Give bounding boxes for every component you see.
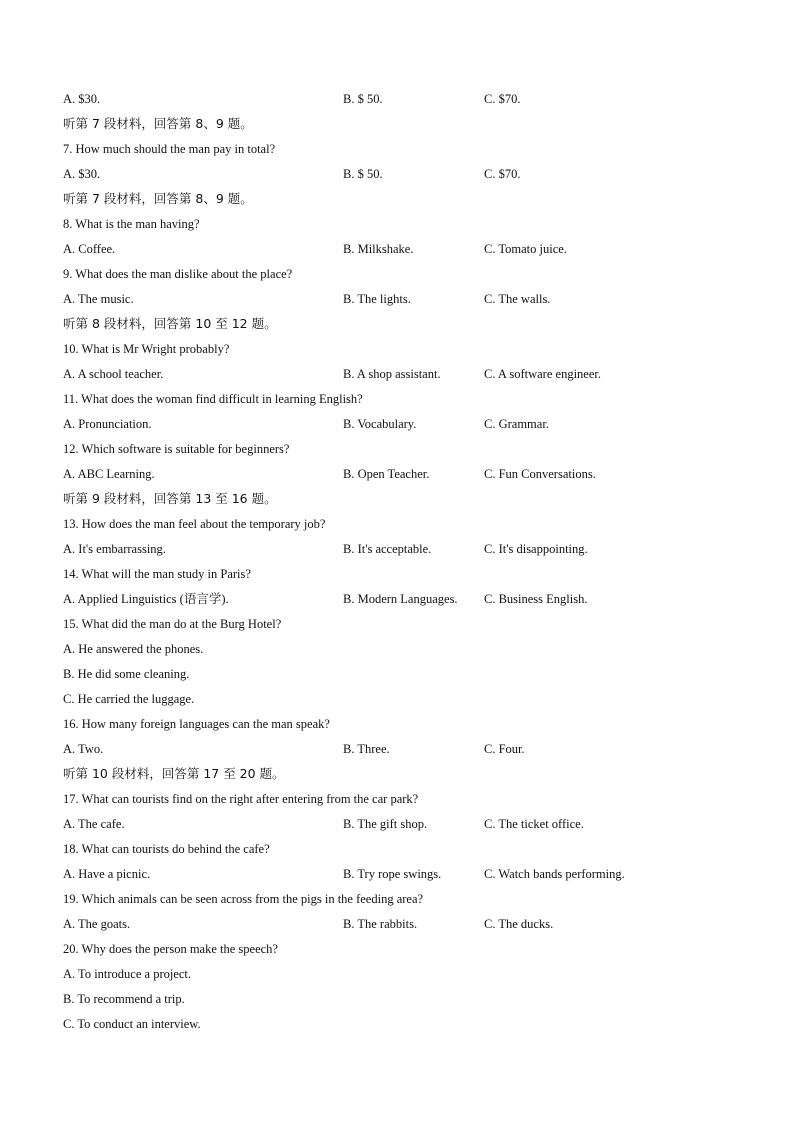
option-b: B. Try rope swings.	[343, 867, 442, 881]
option-a: A. ABC Learning.	[63, 467, 155, 481]
options-row	[63, 539, 743, 564]
question-text: 17. What can tourists find on the right after entering from the car park?	[63, 792, 419, 806]
option-c: C. $70.	[484, 167, 521, 181]
section-instruction: 听第 7 段材料，回答第 8、9 题。	[63, 116, 253, 131]
option-c: C. The walls.	[484, 292, 551, 306]
section-instruction: 听第 9 段材料，回答第 13 至 16 题。	[63, 491, 277, 506]
section-instruction: 听第 8 段材料，回答第 10 至 12 题。	[63, 316, 277, 331]
option-b: B. Milkshake.	[343, 242, 414, 256]
options-row	[63, 289, 743, 314]
option-line: A. To introduce a project.	[63, 967, 192, 981]
exam-page	[63, 89, 743, 1039]
question-text: 20. Why does the person make the speech?	[63, 942, 278, 956]
options-row	[63, 814, 743, 839]
option-c: C. Tomato juice.	[484, 242, 567, 256]
options-row	[63, 364, 743, 389]
options-row	[63, 239, 743, 264]
option-a: A. Two.	[63, 742, 104, 756]
option-a: A. Coffee.	[63, 242, 116, 256]
option-c: C. The ticket office.	[484, 817, 584, 831]
option-b: B. The lights.	[343, 292, 411, 306]
question-text: 13. How does the man feel about the temporary job?	[63, 517, 326, 531]
option-b: B. The rabbits.	[343, 917, 418, 931]
option-c: C. Watch bands performing.	[484, 867, 625, 881]
option-c: C. Business English.	[484, 592, 588, 606]
option-c: C. $70.	[484, 92, 521, 106]
option-line: C. He carried the luggage.	[63, 692, 195, 706]
option-c: C. Four.	[484, 742, 525, 756]
option-c: C. A software engineer.	[484, 367, 601, 381]
option-line: C. To conduct an interview.	[63, 1017, 201, 1031]
question-text: 18. What can tourists do behind the cafe?	[63, 842, 270, 856]
question-text: 7. How much should the man pay in total?	[63, 142, 276, 156]
option-b: B. $ 50.	[343, 92, 383, 106]
option-b: B. Modern Languages.	[343, 592, 458, 606]
option-c: C. The ducks.	[484, 917, 554, 931]
options-row	[63, 89, 743, 114]
question-text: 12. Which software is suitable for beginners?	[63, 442, 290, 456]
option-c: C. Fun Conversations.	[484, 467, 596, 481]
option-a: A. The music.	[63, 292, 134, 306]
section-instruction: 听第 10 段材料，回答第 17 至 20 题。	[63, 766, 285, 781]
question-text: 10. What is Mr Wright probably?	[63, 342, 230, 356]
option-b: B. Three.	[343, 742, 390, 756]
option-c: C. Grammar.	[484, 417, 549, 431]
options-row	[63, 914, 743, 939]
option-c: C. It's disappointing.	[484, 542, 588, 556]
option-a: A. Applied Linguistics (语言学).	[63, 592, 229, 606]
options-row	[63, 414, 743, 439]
question-text: 19. Which animals can be seen across from the pigs in the feeding area?	[63, 892, 424, 906]
option-a: A. $30.	[63, 167, 101, 181]
option-line: A. He answered the phones.	[63, 642, 204, 656]
option-b: B. A shop assistant.	[343, 367, 441, 381]
question-text: 11. What does the woman find difficult in learning English?	[63, 392, 363, 406]
question-text: 16. How many foreign languages can the man speak?	[63, 717, 330, 731]
option-a: A. Pronunciation.	[63, 417, 152, 431]
option-b: B. $ 50.	[343, 167, 383, 181]
option-a: A. A school teacher.	[63, 367, 164, 381]
option-line: B. He did some cleaning.	[63, 667, 190, 681]
question-text: 14. What will the man study in Paris?	[63, 567, 251, 581]
options-row	[63, 589, 743, 614]
options-row	[63, 739, 743, 764]
option-b: B. Vocabulary.	[343, 417, 417, 431]
question-text: 8. What is the man having?	[63, 217, 200, 231]
option-line: B. To recommend a trip.	[63, 992, 185, 1006]
option-b: B. The gift shop.	[343, 817, 428, 831]
options-row	[63, 464, 743, 489]
option-b: B. It's acceptable.	[343, 542, 432, 556]
options-row	[63, 164, 743, 189]
question-text: 9. What does the man dislike about the place?	[63, 267, 293, 281]
option-a: A. $30.	[63, 92, 101, 106]
options-row	[63, 864, 743, 889]
option-a: A. The cafe.	[63, 817, 125, 831]
option-a: A. The goats.	[63, 917, 131, 931]
option-a: A. It's embarrassing.	[63, 542, 166, 556]
question-text: 15. What did the man do at the Burg Hotel?	[63, 617, 282, 631]
section-instruction: 听第 7 段材料，回答第 8、9 题。	[63, 191, 253, 206]
option-b: B. Open Teacher.	[343, 467, 430, 481]
option-a: A. Have a picnic.	[63, 867, 151, 881]
